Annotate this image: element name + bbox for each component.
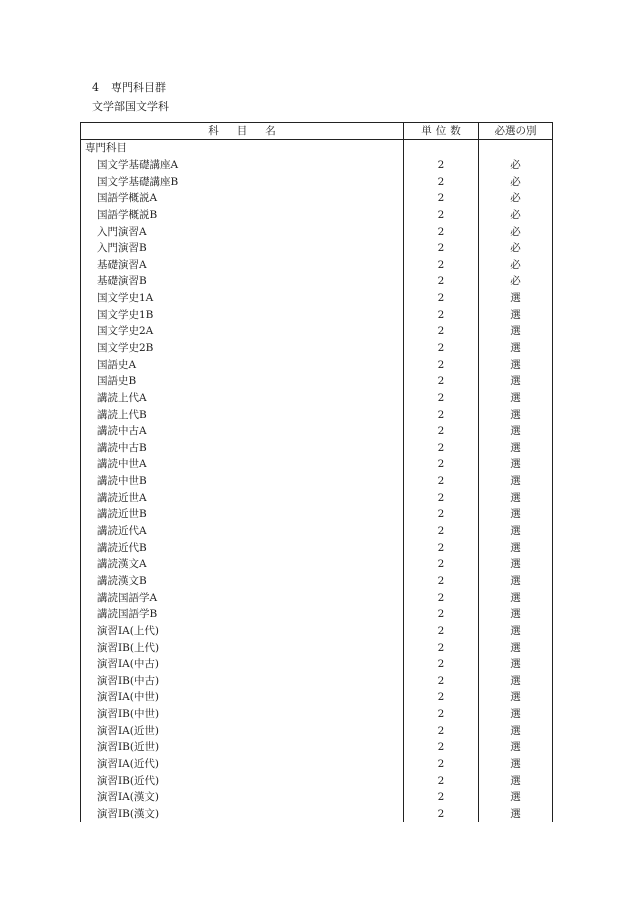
requirement-cell: 必 bbox=[479, 157, 553, 174]
table-row bbox=[81, 673, 553, 690]
table-row bbox=[81, 656, 553, 673]
units-cell: 2 bbox=[404, 356, 479, 373]
course-table bbox=[80, 122, 553, 822]
course-name-cell: 基礎演習A bbox=[97, 258, 147, 271]
requirement-cell: 選 bbox=[479, 539, 553, 556]
course-name-cell: 入門演習B bbox=[97, 242, 147, 255]
units-cell: 2 bbox=[404, 290, 479, 307]
requirement-cell: 選 bbox=[479, 473, 553, 490]
course-name-cell: 国文学基礎講座A bbox=[97, 158, 179, 171]
course-name-cell: 講読近代A bbox=[97, 525, 147, 538]
course-name-cell: 国文学史1A bbox=[97, 292, 154, 305]
units-cell: 2 bbox=[404, 673, 479, 690]
table-row bbox=[81, 373, 553, 390]
units-cell: 2 bbox=[404, 656, 479, 673]
table-row bbox=[81, 756, 553, 773]
requirement-cell: 選 bbox=[479, 772, 553, 789]
units-cell: 2 bbox=[404, 190, 479, 207]
requirement-cell: 選 bbox=[479, 423, 553, 440]
section-heading bbox=[92, 81, 166, 95]
table-row bbox=[81, 256, 553, 273]
units-cell: 2 bbox=[404, 340, 479, 357]
table-row bbox=[81, 306, 553, 323]
requirement-cell: 選 bbox=[479, 290, 553, 307]
course-name-cell: 演習ⅠA(中古) bbox=[97, 658, 159, 671]
table-header-row bbox=[81, 123, 553, 140]
group-label: 専門科目 bbox=[85, 142, 127, 155]
units-cell: 2 bbox=[404, 390, 479, 407]
course-name-cell: 基礎演習B bbox=[97, 275, 147, 288]
table-row bbox=[81, 739, 553, 756]
units-cell: 2 bbox=[404, 689, 479, 706]
table-row bbox=[81, 789, 553, 806]
units-cell: 2 bbox=[404, 373, 479, 390]
units-cell: 2 bbox=[404, 706, 479, 723]
units-cell: 2 bbox=[404, 473, 479, 490]
table-row bbox=[81, 623, 553, 640]
header-course-name: 科目名 bbox=[81, 123, 404, 140]
course-name-cell: 講読近代B bbox=[97, 541, 147, 554]
table-row bbox=[81, 689, 553, 706]
units-cell: 2 bbox=[404, 456, 479, 473]
units-cell: 2 bbox=[404, 406, 479, 423]
requirement-cell: 選 bbox=[479, 573, 553, 590]
table-row bbox=[81, 240, 553, 257]
table-body bbox=[81, 140, 553, 823]
requirement-cell: 選 bbox=[479, 523, 553, 540]
units-cell: 2 bbox=[404, 589, 479, 606]
course-name-cell: 演習ⅠA(漢文) bbox=[97, 791, 159, 804]
units-cell: 2 bbox=[404, 506, 479, 523]
group-row bbox=[81, 140, 553, 157]
course-name-cell: 国文学史1B bbox=[97, 308, 154, 321]
table-row bbox=[81, 523, 553, 540]
units-cell: 2 bbox=[404, 489, 479, 506]
course-name-cell: 演習ⅠB(漢文) bbox=[97, 807, 160, 820]
units-cell: 2 bbox=[404, 273, 479, 290]
table-row bbox=[81, 223, 553, 240]
requirement-cell: 選 bbox=[479, 806, 553, 823]
requirement-cell: 選 bbox=[479, 373, 553, 390]
course-name-cell: 演習ⅠB(中世) bbox=[97, 708, 160, 721]
department-heading: 文学部国文学科 bbox=[92, 100, 169, 113]
units-cell: 2 bbox=[404, 440, 479, 457]
course-name-cell: 講読上代A bbox=[97, 391, 147, 404]
requirement-cell: 選 bbox=[479, 673, 553, 690]
section-number: 4 bbox=[92, 81, 99, 94]
units-cell: 2 bbox=[404, 207, 479, 224]
course-name-cell: 国語学概説A bbox=[97, 192, 158, 205]
course-name-cell: 講読漢文A bbox=[97, 558, 147, 571]
units-cell: 2 bbox=[404, 623, 479, 640]
requirement-cell: 選 bbox=[479, 323, 553, 340]
course-name-cell: 国文学史2A bbox=[97, 325, 154, 338]
requirement-cell: 選 bbox=[479, 656, 553, 673]
table-row bbox=[81, 573, 553, 590]
table-row bbox=[81, 489, 553, 506]
units-cell: 2 bbox=[404, 573, 479, 590]
units-cell: 2 bbox=[404, 606, 479, 623]
requirement-cell: 選 bbox=[479, 639, 553, 656]
course-name-cell: 演習ⅠB(中古) bbox=[97, 674, 160, 687]
course-name-cell: 講読近世B bbox=[97, 508, 147, 521]
requirement-cell: 選 bbox=[479, 406, 553, 423]
requirement-cell: 選 bbox=[479, 689, 553, 706]
table-row bbox=[81, 390, 553, 407]
table-row bbox=[81, 340, 553, 357]
requirement-cell: 必 bbox=[479, 173, 553, 190]
table-row bbox=[81, 722, 553, 739]
group-req-cell bbox=[479, 140, 553, 157]
course-name-cell: 演習ⅠA(中世) bbox=[97, 691, 159, 704]
units-cell: 2 bbox=[404, 639, 479, 656]
table-row bbox=[81, 473, 553, 490]
group-units-cell bbox=[404, 140, 479, 157]
course-name-cell: 国文学基礎講座B bbox=[97, 175, 179, 188]
requirement-cell: 選 bbox=[479, 789, 553, 806]
course-name-cell: 演習ⅠB(近代) bbox=[97, 774, 160, 787]
table-row bbox=[81, 290, 553, 307]
requirement-cell: 選 bbox=[479, 706, 553, 723]
table-row bbox=[81, 157, 553, 174]
course-name-cell: 演習ⅠA(近世) bbox=[97, 724, 159, 737]
requirement-cell: 選 bbox=[479, 390, 553, 407]
units-cell: 2 bbox=[404, 423, 479, 440]
table-row bbox=[81, 406, 553, 423]
course-name-cell: 演習ⅠA(上代) bbox=[97, 624, 159, 637]
table-row bbox=[81, 273, 553, 290]
units-cell: 2 bbox=[404, 523, 479, 540]
table-row bbox=[81, 806, 553, 823]
section-title: 専門科目群 bbox=[111, 81, 166, 94]
course-name-cell: 国語学概説B bbox=[97, 208, 158, 221]
table-row bbox=[81, 589, 553, 606]
table-row bbox=[81, 772, 553, 789]
units-cell: 2 bbox=[404, 756, 479, 773]
requirement-cell: 選 bbox=[479, 456, 553, 473]
course-name-cell: 講読中古B bbox=[97, 441, 147, 454]
header-requirement: 必選の別 bbox=[479, 123, 553, 140]
course-name-cell: 講読中古A bbox=[97, 425, 147, 438]
requirement-cell: 選 bbox=[479, 606, 553, 623]
units-cell: 2 bbox=[404, 789, 479, 806]
table-row bbox=[81, 556, 553, 573]
requirement-cell: 必 bbox=[479, 207, 553, 224]
units-cell: 2 bbox=[404, 240, 479, 257]
course-name-cell: 演習ⅠA(近代) bbox=[97, 758, 159, 771]
units-cell: 2 bbox=[404, 806, 479, 823]
table-row bbox=[81, 356, 553, 373]
requirement-cell: 選 bbox=[479, 356, 553, 373]
course-name-cell: 入門演習A bbox=[97, 225, 147, 238]
units-cell: 2 bbox=[404, 739, 479, 756]
course-name-cell: 講読中世B bbox=[97, 475, 147, 488]
requirement-cell: 選 bbox=[479, 440, 553, 457]
units-cell: 2 bbox=[404, 157, 479, 174]
table-row bbox=[81, 606, 553, 623]
course-name-cell: 国語史B bbox=[97, 375, 137, 388]
units-cell: 2 bbox=[404, 323, 479, 340]
requirement-cell: 必 bbox=[479, 273, 553, 290]
table-row bbox=[81, 456, 553, 473]
table-row bbox=[81, 539, 553, 556]
table-row bbox=[81, 706, 553, 723]
requirement-cell: 選 bbox=[479, 506, 553, 523]
table-row bbox=[81, 207, 553, 224]
requirement-cell: 選 bbox=[479, 623, 553, 640]
table-row bbox=[81, 639, 553, 656]
course-name-cell: 講読国語学B bbox=[97, 608, 158, 621]
course-name-cell: 国文学史2B bbox=[97, 342, 154, 354]
table-row bbox=[81, 323, 553, 340]
course-name-cell: 講読上代B bbox=[97, 408, 147, 421]
requirement-cell: 必 bbox=[479, 190, 553, 207]
requirement-cell: 選 bbox=[479, 739, 553, 756]
table-row bbox=[81, 190, 553, 207]
units-cell: 2 bbox=[404, 306, 479, 323]
units-cell: 2 bbox=[404, 223, 479, 240]
course-name-cell: 演習ⅠB(近世) bbox=[97, 741, 160, 754]
requirement-cell: 選 bbox=[479, 556, 553, 573]
requirement-cell: 必 bbox=[479, 223, 553, 240]
course-name-cell: 講読国語学A bbox=[97, 591, 158, 604]
requirement-cell: 選 bbox=[479, 722, 553, 739]
course-name-cell: 演習ⅠB(上代) bbox=[97, 641, 160, 654]
table-row bbox=[81, 506, 553, 523]
table-row bbox=[81, 423, 553, 440]
requirement-cell: 選 bbox=[479, 306, 553, 323]
requirement-cell: 選 bbox=[479, 589, 553, 606]
course-name-cell: 国語史A bbox=[97, 358, 137, 371]
units-cell: 2 bbox=[404, 772, 479, 789]
table-row bbox=[81, 173, 553, 190]
requirement-cell: 必 bbox=[479, 240, 553, 257]
requirement-cell: 選 bbox=[479, 756, 553, 773]
units-cell: 2 bbox=[404, 722, 479, 739]
requirement-cell: 選 bbox=[479, 489, 553, 506]
course-name-cell: 講読中世A bbox=[97, 458, 147, 471]
units-cell: 2 bbox=[404, 173, 479, 190]
requirement-cell: 必 bbox=[479, 256, 553, 273]
table-row bbox=[81, 440, 553, 457]
requirement-cell: 選 bbox=[479, 340, 553, 357]
course-name-cell: 講読近世A bbox=[97, 491, 147, 504]
course-name-cell: 講読漢文B bbox=[97, 574, 147, 587]
units-cell: 2 bbox=[404, 539, 479, 556]
units-cell: 2 bbox=[404, 556, 479, 573]
units-cell: 2 bbox=[404, 256, 479, 273]
header-units: 単位数 bbox=[404, 123, 479, 140]
